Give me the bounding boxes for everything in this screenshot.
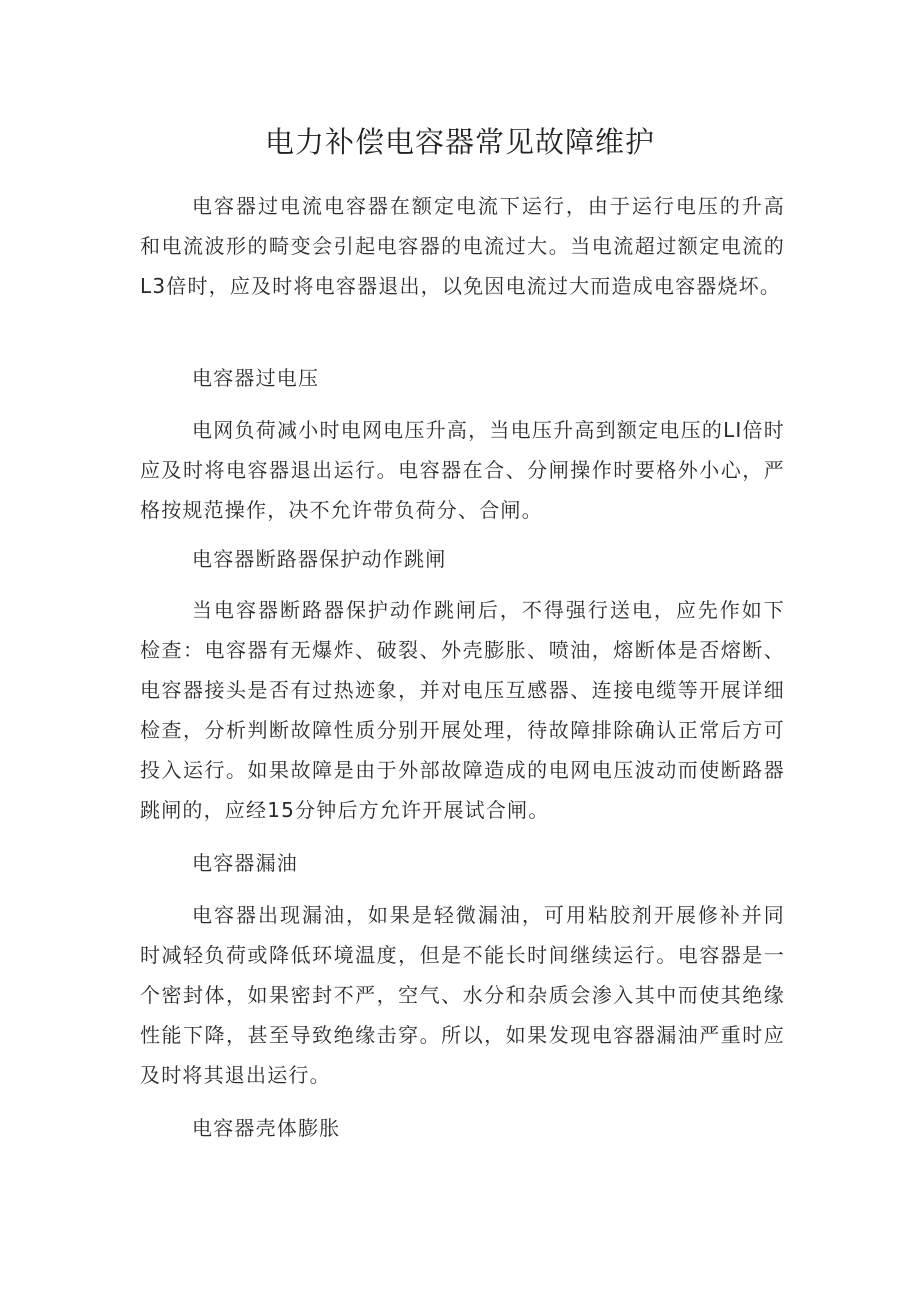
section-heading-shell-expansion: 电容器壳体膨胀 [192, 1116, 341, 1140]
paragraph-breaker-trip: 当电容器断路器保护动作跳闸后，不得强行送电，应先作如下检查：电容器有无爆炸、破裂、外壳膨胀、喷油，熔断体是否熔断、电容器接头是否有过热迹象，并对电压互感器、连接电缆等开展详细检查，分析判断故障性质分别开展处理，待故障排除确认正常后方可投入运行。如果故障是由于外部故障造成的电网电压波动而使断路器跳闸的，应经15分钟后方允许开展试合闸。 [140, 598, 785, 822]
paragraph-overcurrent: 电容器过电流电容器在额定电流下运行，由于运行电压的升高和电流波形的畸变会引起电容器的电流过大。当电流超过额定电流的L3倍时，应及时将电容器退出，以免因电流过大而造成电容器烧坏。 [140, 194, 785, 298]
page-title: 电力补偿电容器常见故障维护 [264, 125, 655, 159]
section-heading-breaker-trip: 电容器断路器保护动作跳闸 [192, 547, 447, 571]
section-heading-overvoltage: 电容器过电压 [192, 366, 320, 390]
paragraph-overvoltage: 电网负荷减小时电网电压升高，当电压升高到额定电压的LI倍时应及时将电容器退出运行。电容器在合、分闸操作时要格外小心，严格按规范操作，决不允许带负荷分、合闸。 [140, 418, 785, 522]
paragraph-oil-leak: 电容器出现漏油，如果是轻微漏油，可用粘胶剂开展修补并同时减轻负荷或降低环境温度，但是不能长时间继续运行。电容器是一个密封体，如果密封不严，空气、水分和杂质会渗入其中而使其绝缘性能下降，甚至导致绝缘击穿。所以，如果发现电容器漏油严重时应及时将其退出运行。 [140, 903, 785, 1087]
section-heading-oil-leak: 电容器漏油 [192, 851, 298, 875]
